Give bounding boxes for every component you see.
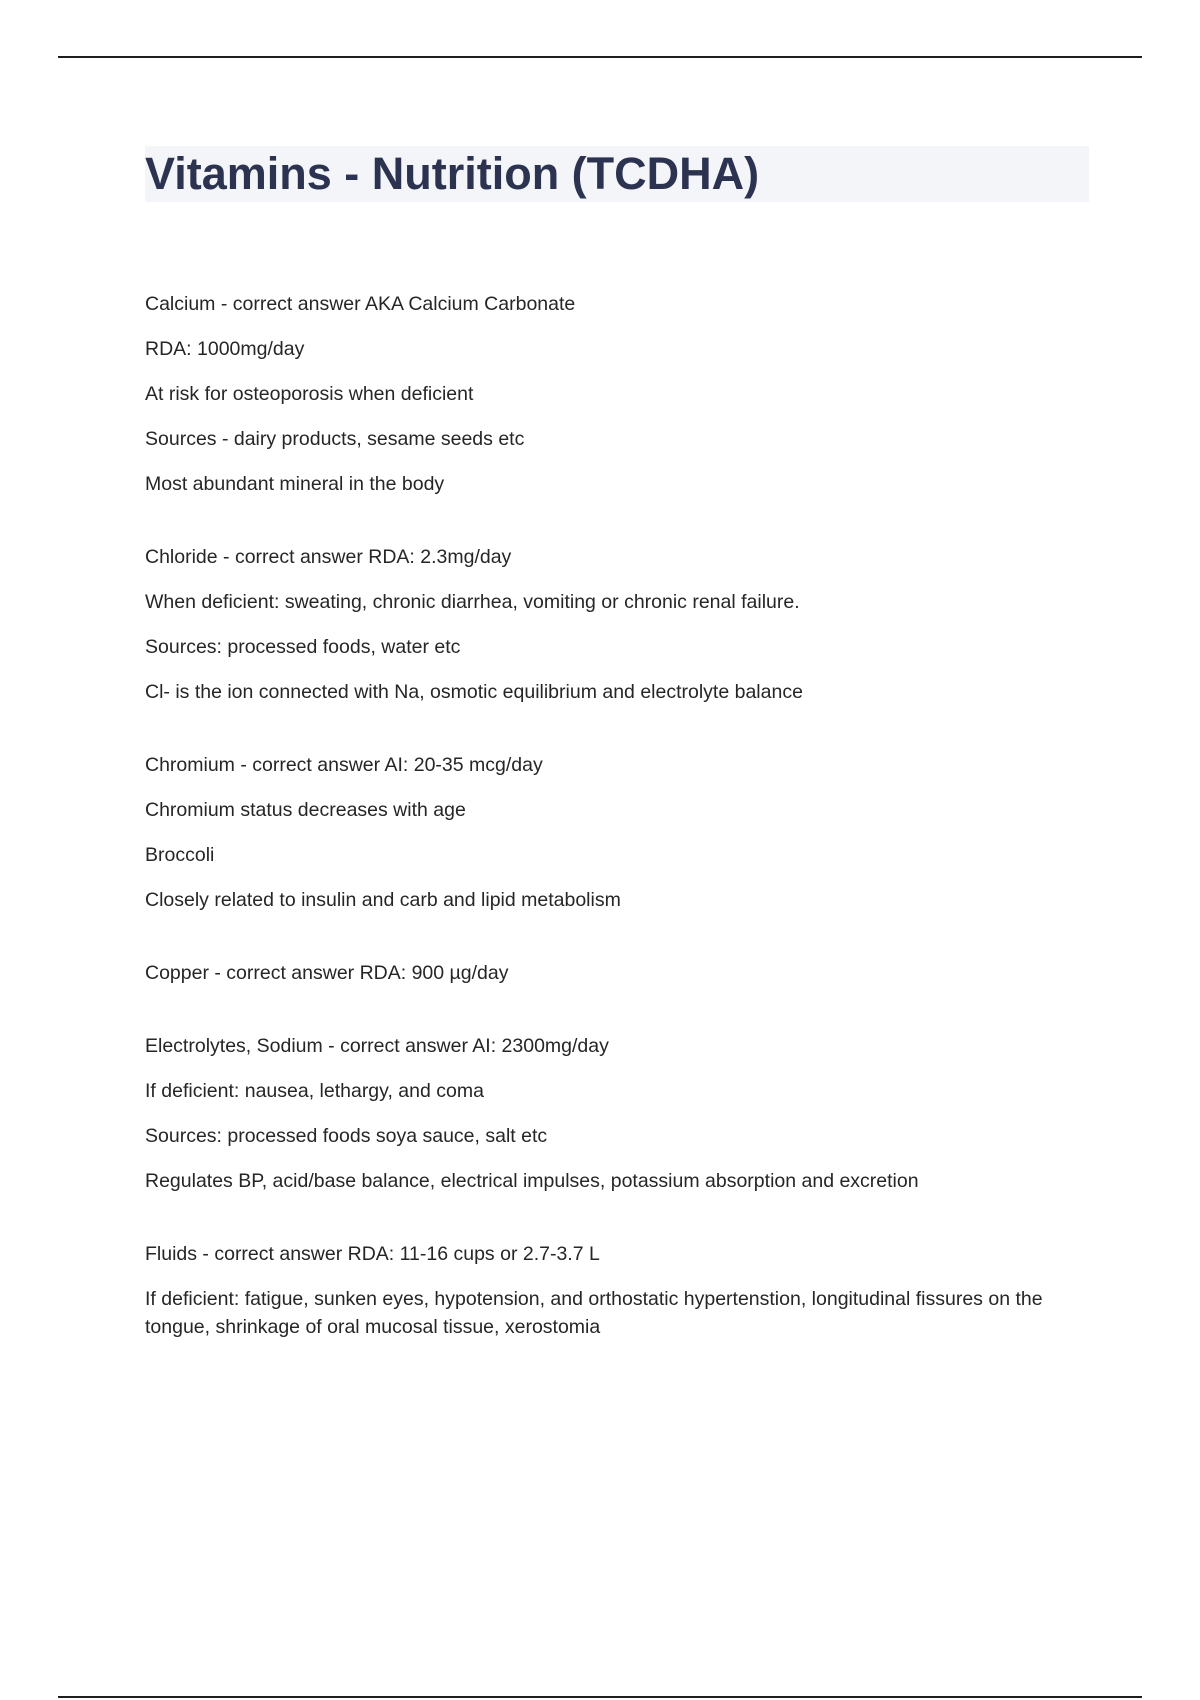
- chromium-age: Chromium status decreases with age: [145, 799, 466, 821]
- document-body: [145, 290, 1095, 1386]
- chloride-sources: Sources: processed foods, water etc: [145, 636, 461, 658]
- section-sodium: [145, 1032, 1095, 1195]
- fluids-deficiency: If deficient: fatigue, sunken eyes, hypotension, and orthostatic hypertenstion, longitudinal fissures on the tongue, shrinkage of oral mucosal tissue, xerostomia: [145, 1288, 1043, 1338]
- chromium-heading: Chromium - correct answer AI: 20-35 mcg/day: [145, 754, 543, 776]
- section-chloride: [145, 543, 1095, 706]
- section-copper: [145, 959, 1095, 987]
- footer-rule: [58, 1696, 1142, 1698]
- header-rule: [58, 56, 1142, 58]
- sodium-note: Regulates BP, acid/base balance, electrical impulses, potassium absorption and excretion: [145, 1170, 919, 1192]
- section-calcium: [145, 290, 1095, 498]
- chloride-deficiency: When deficient: sweating, chronic diarrhea, vomiting or chronic renal failure.: [145, 591, 800, 613]
- calcium-note: Most abundant mineral in the body: [145, 473, 445, 495]
- sodium-sources: Sources: processed foods soya sauce, salt etc: [145, 1125, 548, 1147]
- chloride-heading: Chloride - correct answer RDA: 2.3mg/day: [145, 546, 512, 568]
- page-title: Vitamins - Nutrition (TCDHA): [145, 148, 760, 199]
- fluids-heading: Fluids - correct answer RDA: 11-16 cups or 2.7-3.7 L: [145, 1243, 600, 1265]
- chromium-sources: Broccoli: [145, 844, 215, 866]
- sodium-deficiency: If deficient: nausea, lethargy, and coma: [145, 1080, 484, 1102]
- chromium-note: Closely related to insulin and carb and lipid metabolism: [145, 889, 621, 911]
- calcium-heading: Calcium - correct answer AKA Calcium Carbonate: [145, 293, 576, 315]
- copper-heading: Copper - correct answer RDA: 900 µg/day: [145, 962, 509, 984]
- section-chromium: [145, 751, 1095, 914]
- section-fluids: [145, 1240, 1095, 1341]
- calcium-sources: Sources - dairy products, sesame seeds etc: [145, 428, 525, 450]
- chloride-note: Cl- is the ion connected with Na, osmotic equilibrium and electrolyte balance: [145, 681, 803, 703]
- calcium-rda: RDA: 1000mg/day: [145, 338, 305, 360]
- sodium-heading: Electrolytes, Sodium - correct answer AI: 2300mg/day: [145, 1035, 609, 1057]
- calcium-deficiency: At risk for osteoporosis when deficient: [145, 383, 474, 405]
